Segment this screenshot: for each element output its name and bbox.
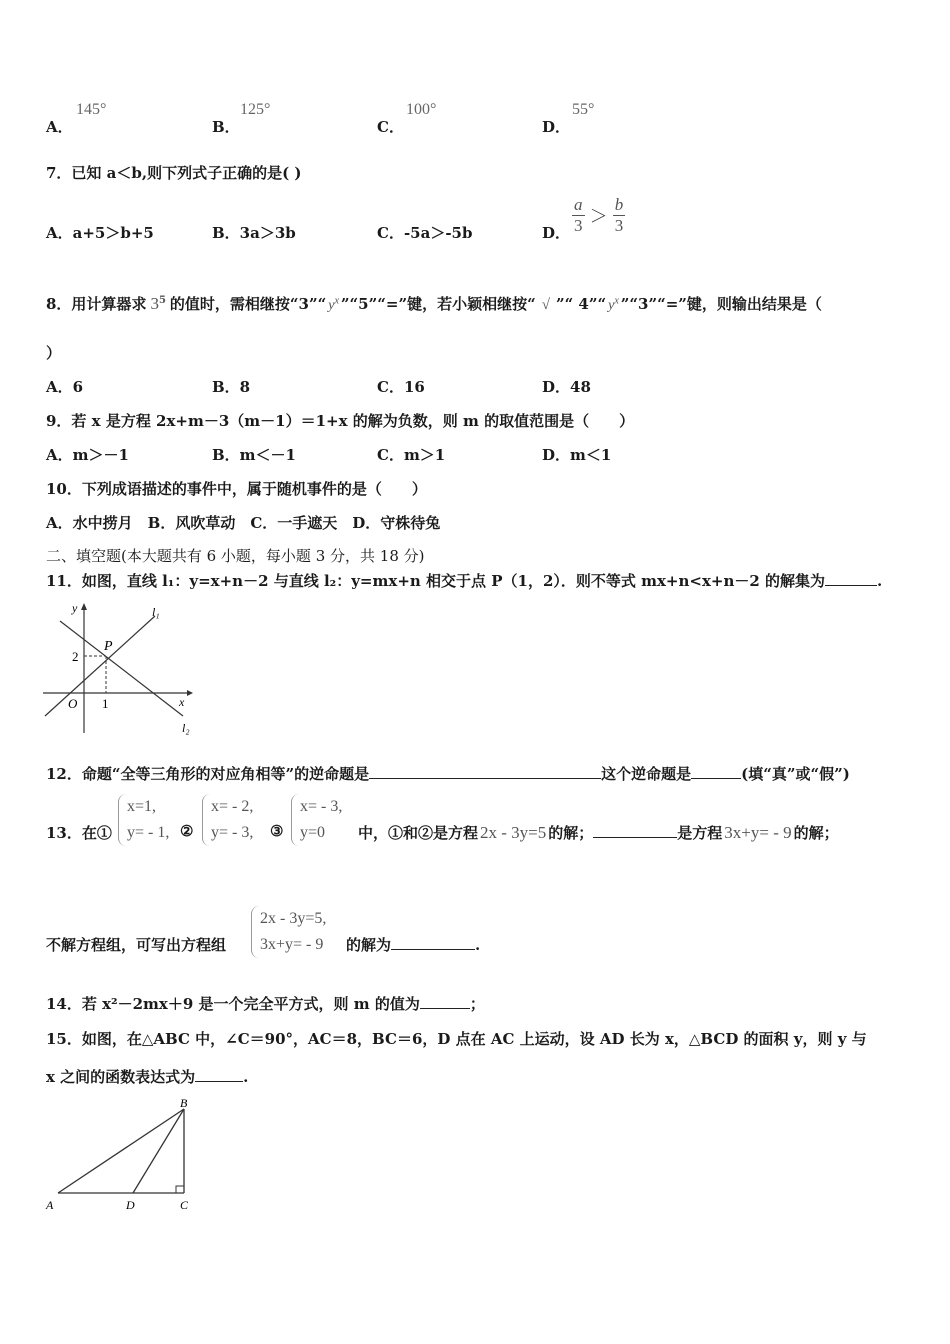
q13-s1-line1: x=1, — [127, 798, 157, 815]
q13-system-3 — [291, 794, 342, 846]
q15-side-ab — [58, 1109, 184, 1193]
q11-label-2: 2 — [72, 649, 79, 664]
q12-answer-blank-1[interactable] — [369, 764, 601, 779]
q9-option-a: A．m＞－1 — [46, 446, 129, 464]
q15-label-b: B — [180, 1096, 188, 1110]
q8-yx-key-2 — [608, 295, 619, 313]
q6-option-c-label: C． — [377, 118, 404, 136]
q13-prefix: 13．在① — [46, 824, 112, 842]
q13-s3-line1: x= - 3, — [300, 798, 343, 815]
q11-label-l2: l₂ — [182, 721, 190, 735]
q9-option-c: C．m＞1 — [377, 446, 446, 464]
q13-sys-line1: 2x - 3y=5, — [260, 910, 327, 927]
q8-option-c: C．16 — [377, 378, 425, 396]
q14-end: ； — [469, 995, 485, 1013]
q13-line2-prefix: 不解方程组，可写出方程组 — [46, 936, 227, 954]
q13-answer-blank-2[interactable] — [391, 935, 475, 950]
q11-text: 11．如图，直线 l₁：y=x+n－2 与直线 l₂：y=mx+n 相交于点 P（1，2）．则不等式 mx+n<x+n－2 的解集为 — [46, 572, 826, 590]
q11-label-p: P — [104, 639, 113, 654]
q7-frac2-num: b — [614, 195, 624, 214]
q13-s3-line2: y=0 — [300, 824, 326, 841]
q15-label-d: D — [126, 1198, 135, 1212]
q8-option-a: A．6 — [46, 378, 84, 396]
q11-label-l1: l₁ — [152, 605, 160, 619]
q8-text-3: ”“5”“=”键，若小颖相继按“ — [340, 295, 536, 313]
q11-label-x: x — [179, 695, 185, 709]
q7-fraction-a3 — [572, 195, 585, 236]
q6-option-a-label: A． — [46, 118, 73, 136]
q11-answer-blank[interactable] — [825, 571, 877, 586]
q13-s1-line2: y= - 1, — [127, 824, 170, 841]
q10-options: A．水中捞月 B．风吹草动 C．一手遮天 D．守株待兔 — [46, 514, 441, 532]
q14-answer-blank[interactable] — [420, 994, 470, 1009]
q8-yx-key-1 — [328, 295, 339, 313]
q8-text-5: ”“3”“=”键，则输出结果是（ — [620, 295, 822, 313]
q7-fraction-b3 — [613, 195, 626, 236]
q9-stem: 9．若 x 是方程 2x+m－3（m－1）＝1+x 的解为负数，则 m 的取值范围是（ ） — [46, 412, 635, 430]
q14-stem — [46, 993, 485, 1014]
q8-yx1-exp: x — [334, 295, 339, 307]
q13-equation-1: 2x - 3y=5 — [480, 823, 547, 842]
q11-y-arrow — [81, 603, 87, 610]
q12-stem — [46, 763, 850, 784]
q13-text-4: 是方程 — [677, 824, 723, 842]
q15-answer-blank[interactable] — [195, 1067, 243, 1082]
q11-label-1: 1 — [102, 696, 109, 711]
q12-text-2: 这个逆命题是 — [601, 765, 692, 783]
q6-option-b-value: 125° — [240, 101, 271, 118]
q11-line-graph-figure — [40, 598, 200, 738]
q11-stem — [46, 570, 882, 591]
q13-text-7: 的解为 — [346, 936, 392, 954]
q11-x-arrow — [187, 690, 193, 696]
q8-sqrt-key: √ — [541, 297, 550, 313]
q13-system-1 — [118, 794, 169, 846]
q15-stem-line2 — [46, 1066, 248, 1087]
q10-stem: 10．下列成语描述的事件中，属于随机事件的是（ ） — [46, 480, 427, 498]
q8-text-4: ”“ 4”“ — [555, 295, 607, 313]
q6-option-d-label: D． — [542, 118, 571, 136]
q13-middle-text — [358, 822, 839, 843]
q11-line-l1 — [45, 616, 155, 716]
q13-text-2: 中，①和②是方程 — [358, 824, 479, 842]
q15-label-c: C — [180, 1198, 189, 1212]
q8-option-d: D．48 — [542, 378, 591, 396]
q13-circle-3: ③ — [270, 822, 284, 840]
q6-option-b-label: B． — [212, 118, 240, 136]
q11-line-l2 — [60, 621, 183, 716]
q15-end: . — [243, 1068, 249, 1086]
q13-end: . — [475, 936, 481, 954]
q7-frac1-den: 3 — [574, 216, 583, 235]
section-heading-fill-in: 二、填空题(本大题共有 6 小题，每小题 3 分，共 18 分) — [46, 547, 425, 565]
q7-option-c: C．-5a＞-5b — [377, 224, 473, 242]
q13-equation-2: 3x+y= - 9 — [724, 823, 792, 842]
q9-option-b: B．m＜－1 — [212, 446, 296, 464]
q8-text-1: 8．用计算器求 — [46, 295, 147, 313]
q15-label-a: A — [46, 1198, 54, 1212]
q8-yx2-base: y — [608, 298, 615, 313]
q8-yx1-base: y — [328, 298, 335, 313]
q13-answer-blank-1[interactable] — [593, 823, 677, 838]
q7-gt-sign: ＞ — [589, 206, 608, 227]
q13-system-2 — [202, 794, 253, 846]
q7-frac2-den: 3 — [614, 216, 624, 235]
q15-triangle-figure — [40, 1095, 200, 1220]
q12-answer-blank-2[interactable] — [691, 764, 741, 779]
q8-stem — [46, 293, 822, 314]
q13-text-5: 的解； — [793, 824, 839, 842]
q15-stem-line1: 15．如图，在△ABC 中，∠C＝90°，AC＝8，BC＝6，D 点在 AC 上运动，设 AD 长为 x，△BCD 的面积 y，则 y 与 — [46, 1030, 867, 1048]
q11-label-origin: O — [68, 696, 78, 711]
q13-text-3: 的解； — [548, 824, 594, 842]
q11-label-y: y — [72, 601, 78, 615]
q11-end: . — [877, 572, 883, 590]
q6-option-a-value: 145° — [76, 101, 107, 118]
q12-text-1: 12．命题“全等三角形的对应角相等”的逆命题是 — [46, 765, 370, 783]
q13-s2-line2: y= - 3, — [211, 824, 254, 841]
q13-line2-suffix — [346, 934, 480, 955]
q15-segment-bd — [133, 1109, 184, 1193]
q14-text: 14．若 x²－2mx＋9 是一个完全平方式，则 m 的值为 — [46, 995, 420, 1013]
q7-frac1-num: a — [574, 195, 583, 214]
q8-base: 3 — [150, 294, 159, 313]
q13-sys-line2: 3x+y= - 9 — [260, 936, 324, 953]
q13-s2-line1: x= - 2, — [211, 798, 254, 815]
q7-option-b: B．3a＞3b — [212, 224, 296, 242]
q8-text-2: 的值时，需相继按“3”“ — [169, 295, 327, 313]
q7-option-a: A．a+5＞b+5 — [46, 224, 154, 242]
q8-yx2-exp: x — [614, 295, 619, 307]
q6-option-c-value: 100° — [406, 101, 437, 118]
q13-circle-2: ② — [180, 822, 194, 840]
q12-text-3: (填“真”或“假”) — [741, 765, 850, 783]
q9-option-d: D．m＜1 — [542, 446, 612, 464]
q8-option-b: B．8 — [212, 378, 251, 396]
q15-text-2: x 之间的函数表达式为 — [46, 1068, 196, 1086]
q7-option-d-label: D． — [542, 224, 571, 242]
q8-exponent: 5 — [158, 295, 166, 306]
q8-close-paren: ） — [46, 344, 62, 362]
q6-option-d-value: 55° — [572, 101, 595, 118]
q7-option-d-math — [572, 195, 625, 236]
q15-right-angle-mark — [176, 1186, 184, 1193]
q7-stem: 7．已知 a＜b,则下列式子正确的是( ) — [46, 164, 302, 182]
q13-combined-system — [251, 906, 326, 958]
